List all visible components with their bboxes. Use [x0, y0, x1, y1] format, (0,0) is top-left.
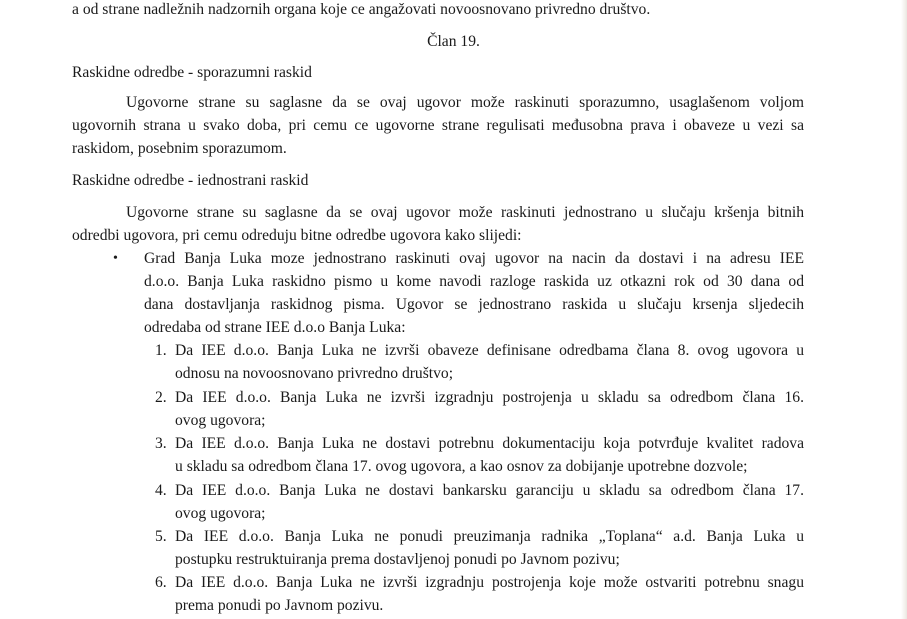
list-item-line: Da IEE d.o.o. Banja Luka ne dostavi bankarsku garanciju u skladu sa odredbom člana 17.	[175, 482, 804, 499]
list-item-line: postupku restruktuiranja prema dostavljenoj ponudi po Javnom pozivu;	[175, 551, 620, 568]
list-item-line: u skladu sa odredbom člana 17. ovog ugovora, a kao osnov za dobijanje upotrebne dozvole;	[175, 458, 748, 475]
section1-paragraph-line: raskidom, posebnim sporazumom.	[72, 140, 287, 157]
bullet-line: Grad Banja Luka moze jednostrano raskinuti ovaj ugovor na nacin da dostavi i na adresu IEE	[144, 250, 804, 267]
section2-paragraph-line: odredbi ugovora, pri cemu odreduju bitne odredbe ugovora kako slijedi:	[72, 227, 522, 244]
list-number: 4.	[155, 482, 167, 499]
list-item-line: prema ponudi po Javnom pozivu.	[175, 597, 384, 614]
list-item-line: ovog ugovora;	[175, 505, 266, 522]
list-item-line: odnosu na novoosnovano privredno društvo;	[175, 365, 454, 382]
article-title: Član 19.	[427, 33, 480, 50]
section1-paragraph-line: Ugovorne strane su saglasne da se ovaj ugovor može raskinuti sporazumno, usaglašenom voljom	[126, 94, 804, 111]
list-item-line: Da IEE d.o.o. Banja Luka ne izvrši izgradnju postrojenja koje može ostvariti potrebnu snagu	[175, 574, 804, 591]
list-item-line: Da IEE d.o.o. Banja Luka ne dostavi potrebnu dokumentaciju koja potvrđuje kvalitet radova	[175, 435, 804, 452]
section-heading-mutual-termination: Raskidne odredbe - sporazumni raskid	[72, 64, 312, 81]
bullet-line: d.o.o. Banja Luka raskidno pismo u kome navodi razloge raskida uz otkazni rok od 30 dana od	[144, 273, 804, 290]
bullet-icon: •	[113, 251, 118, 266]
list-number: 2.	[155, 389, 167, 406]
list-item-line: Da IEE d.o.o. Banja Luka ne izvrši obaveze definisane odredbama člana 8. ovog ugovora u	[175, 342, 804, 359]
bullet-line: dana dostavljanja raskidnog pisma. Ugovor se jednostrano raskida u slučaju krsenja sljedecih	[144, 296, 804, 313]
page-edge-shadow	[901, 0, 907, 619]
list-number: 1.	[155, 342, 167, 359]
bullet-line: odredaba od strane IEE d.o.o Banja Luka:	[144, 319, 406, 336]
section-heading-unilateral-termination: Raskidne odredbe - iednostrani raskid	[72, 172, 309, 189]
section1-paragraph-line: ugovornih strana u svako doba, pri cemu ce ugovorne strane regulisati međusobna prava i obaveze u vezi sa	[72, 117, 804, 134]
list-item-line: ovog ugovora;	[175, 412, 266, 429]
list-number: 6.	[155, 574, 167, 591]
top-line: a od strane nadležnih nadzornih organa koje ce angažovati novoosnovano privredno društvo.	[72, 1, 651, 18]
list-item-line: Da IEE d.o.o. Banja Luka ne izvrši izgradnju postrojenja u skladu sa odredbom člana 16.	[175, 389, 804, 406]
list-item-line: Da IEE d.o.o. Banja Luka ne ponudi preuzimanja radnika „Toplana“ a.d. Banja Luka u	[175, 528, 804, 545]
list-number: 3.	[155, 435, 167, 452]
section2-paragraph-line: Ugovorne strane su saglasne da se ovaj ugovor može raskinuti jednostrano u slučaju kršenja bitnih	[126, 204, 804, 221]
list-number: 5.	[155, 528, 167, 545]
